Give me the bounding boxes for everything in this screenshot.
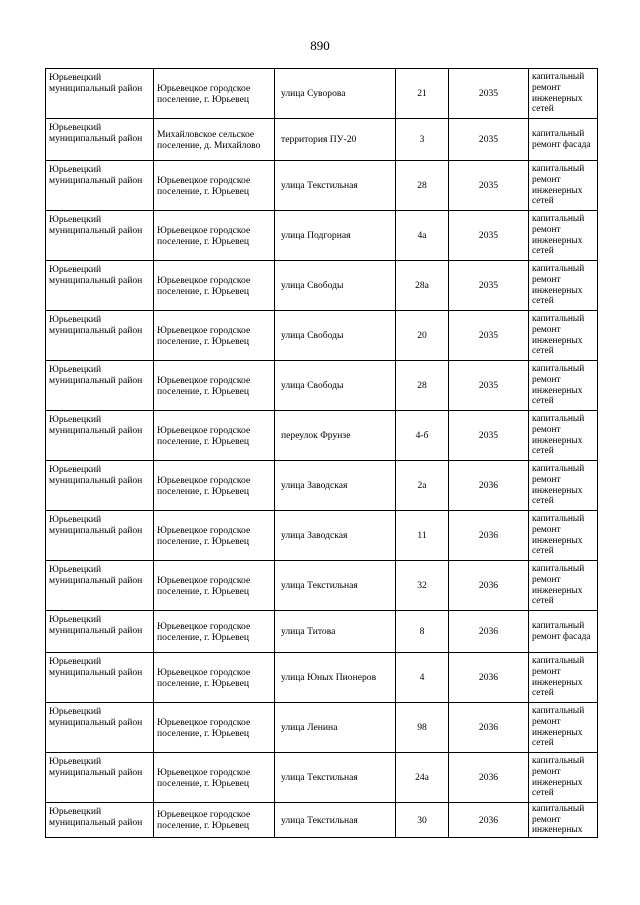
table-row <box>46 461 598 511</box>
work-cell: капитальный ремонт инженерных <box>529 803 598 838</box>
house-cell: 20 <box>396 311 449 361</box>
table-row <box>46 753 598 803</box>
district-cell: Юрьевецкий муниципальный район <box>46 703 154 753</box>
house-cell: 4а <box>396 211 449 261</box>
work-cell: капитальный ремонт инженерных сетей <box>529 211 598 261</box>
year-cell: 2035 <box>449 119 529 161</box>
work-cell: капитальный ремонт инженерных сетей <box>529 561 598 611</box>
street-cell: территория ПУ-20 <box>275 119 396 161</box>
table-row <box>46 411 598 461</box>
district-cell: Юрьевецкий муниципальный район <box>46 461 154 511</box>
house-cell: 8 <box>396 611 449 653</box>
work-cell: капитальный ремонт инженерных сетей <box>529 361 598 411</box>
house-cell: 3 <box>396 119 449 161</box>
year-cell: 2036 <box>449 703 529 753</box>
work-cell: капитальный ремонт инженерных сетей <box>529 511 598 561</box>
street-cell: переулок Фрунзе <box>275 411 396 461</box>
settlement-cell: Юрьевецкое городское поселение, г. Юрьевец <box>154 261 275 311</box>
street-cell: улица Свободы <box>275 361 396 411</box>
street-cell: улица Юных Пионеров <box>275 653 396 703</box>
year-cell: 2036 <box>449 753 529 803</box>
house-cell: 30 <box>396 803 449 838</box>
settlement-cell: Юрьевецкое городское поселение, г. Юрьевец <box>154 69 275 119</box>
work-cell: капитальный ремонт инженерных сетей <box>529 703 598 753</box>
street-cell: улица Текстильная <box>275 561 396 611</box>
year-cell: 2036 <box>449 461 529 511</box>
house-cell: 4-б <box>396 411 449 461</box>
district-cell: Юрьевецкий муниципальный район <box>46 69 154 119</box>
work-cell: капитальный ремонт инженерных сетей <box>529 753 598 803</box>
street-cell: улица Суворова <box>275 69 396 119</box>
house-cell: 28а <box>396 261 449 311</box>
table-row <box>46 311 598 361</box>
table-row <box>46 703 598 753</box>
registry-table <box>45 68 598 838</box>
table-row <box>46 511 598 561</box>
work-cell: капитальный ремонт инженерных сетей <box>529 461 598 511</box>
house-cell: 28 <box>396 361 449 411</box>
work-cell: капитальный ремонт инженерных сетей <box>529 311 598 361</box>
district-cell: Юрьевецкий муниципальный район <box>46 611 154 653</box>
settlement-cell: Юрьевецкое городское поселение, г. Юрьевец <box>154 361 275 411</box>
year-cell: 2036 <box>449 511 529 561</box>
year-cell: 2036 <box>449 803 529 838</box>
house-cell: 2а <box>396 461 449 511</box>
settlement-cell: Юрьевецкое городское поселение, г. Юрьевец <box>154 703 275 753</box>
street-cell: улица Текстильная <box>275 753 396 803</box>
year-cell: 2035 <box>449 261 529 311</box>
house-cell: 28 <box>396 161 449 211</box>
street-cell: улица Заводская <box>275 511 396 561</box>
street-cell: улица Свободы <box>275 311 396 361</box>
settlement-cell: Юрьевецкое городское поселение, г. Юрьевец <box>154 411 275 461</box>
street-cell: улица Подгорная <box>275 211 396 261</box>
table-row <box>46 69 598 119</box>
work-cell: капитальный ремонт фасада <box>529 119 598 161</box>
house-cell: 4 <box>396 653 449 703</box>
settlement-cell: Юрьевецкое городское поселение, г. Юрьевец <box>154 753 275 803</box>
street-cell: улица Заводская <box>275 461 396 511</box>
year-cell: 2036 <box>449 561 529 611</box>
year-cell: 2035 <box>449 361 529 411</box>
street-cell: улица Текстильная <box>275 161 396 211</box>
year-cell: 2035 <box>449 311 529 361</box>
table-row <box>46 161 598 211</box>
work-cell: капитальный ремонт инженерных сетей <box>529 69 598 119</box>
table-row <box>46 261 598 311</box>
work-cell: капитальный ремонт инженерных сетей <box>529 161 598 211</box>
year-cell: 2036 <box>449 653 529 703</box>
settlement-cell: Юрьевецкое городское поселение, г. Юрьевец <box>154 653 275 703</box>
district-cell: Юрьевецкий муниципальный район <box>46 561 154 611</box>
district-cell: Юрьевецкий муниципальный район <box>46 161 154 211</box>
district-cell: Юрьевецкий муниципальный район <box>46 211 154 261</box>
house-cell: 98 <box>396 703 449 753</box>
work-cell: капитальный ремонт инженерных сетей <box>529 261 598 311</box>
page-number: 890 <box>310 38 330 53</box>
year-cell: 2035 <box>449 211 529 261</box>
settlement-cell: Юрьевецкое городское поселение, г. Юрьевец <box>154 511 275 561</box>
district-cell: Юрьевецкий муниципальный район <box>46 803 154 838</box>
table-row <box>46 653 598 703</box>
settlement-cell: Михайловское сельское поселение, д. Михайлово <box>154 119 275 161</box>
house-cell: 24а <box>396 753 449 803</box>
settlement-cell: Юрьевецкое городское поселение, г. Юрьевец <box>154 561 275 611</box>
street-cell: улица Свободы <box>275 261 396 311</box>
table-row <box>46 561 598 611</box>
table-row <box>46 803 598 838</box>
work-cell: капитальный ремонт инженерных сетей <box>529 411 598 461</box>
district-cell: Юрьевецкий муниципальный район <box>46 411 154 461</box>
table-row <box>46 119 598 161</box>
street-cell: улица Текстильная <box>275 803 396 838</box>
house-cell: 32 <box>396 561 449 611</box>
work-cell: капитальный ремонт инженерных сетей <box>529 653 598 703</box>
year-cell: 2035 <box>449 69 529 119</box>
street-cell: улица Титова <box>275 611 396 653</box>
district-cell: Юрьевецкий муниципальный район <box>46 753 154 803</box>
settlement-cell: Юрьевецкое городское поселение, г. Юрьевец <box>154 161 275 211</box>
settlement-cell: Юрьевецкое городское поселение, г. Юрьевец <box>154 611 275 653</box>
street-cell: улица Ленина <box>275 703 396 753</box>
district-cell: Юрьевецкий муниципальный район <box>46 653 154 703</box>
house-cell: 21 <box>396 69 449 119</box>
house-cell: 11 <box>396 511 449 561</box>
settlement-cell: Юрьевецкое городское поселение, г. Юрьевец <box>154 311 275 361</box>
year-cell: 2035 <box>449 411 529 461</box>
settlement-cell: Юрьевецкое городское поселение, г. Юрьевец <box>154 803 275 838</box>
table-row <box>46 361 598 411</box>
district-cell: Юрьевецкий муниципальный район <box>46 511 154 561</box>
table-row <box>46 611 598 653</box>
settlement-cell: Юрьевецкое городское поселение, г. Юрьевец <box>154 211 275 261</box>
district-cell: Юрьевецкий муниципальный район <box>46 311 154 361</box>
district-cell: Юрьевецкий муниципальный район <box>46 261 154 311</box>
settlement-cell: Юрьевецкое городское поселение, г. Юрьевец <box>154 461 275 511</box>
year-cell: 2035 <box>449 161 529 211</box>
work-cell: капитальный ремонт фасада <box>529 611 598 653</box>
district-cell: Юрьевецкий муниципальный район <box>46 119 154 161</box>
table-row <box>46 211 598 261</box>
district-cell: Юрьевецкий муниципальный район <box>46 361 154 411</box>
year-cell: 2036 <box>449 611 529 653</box>
